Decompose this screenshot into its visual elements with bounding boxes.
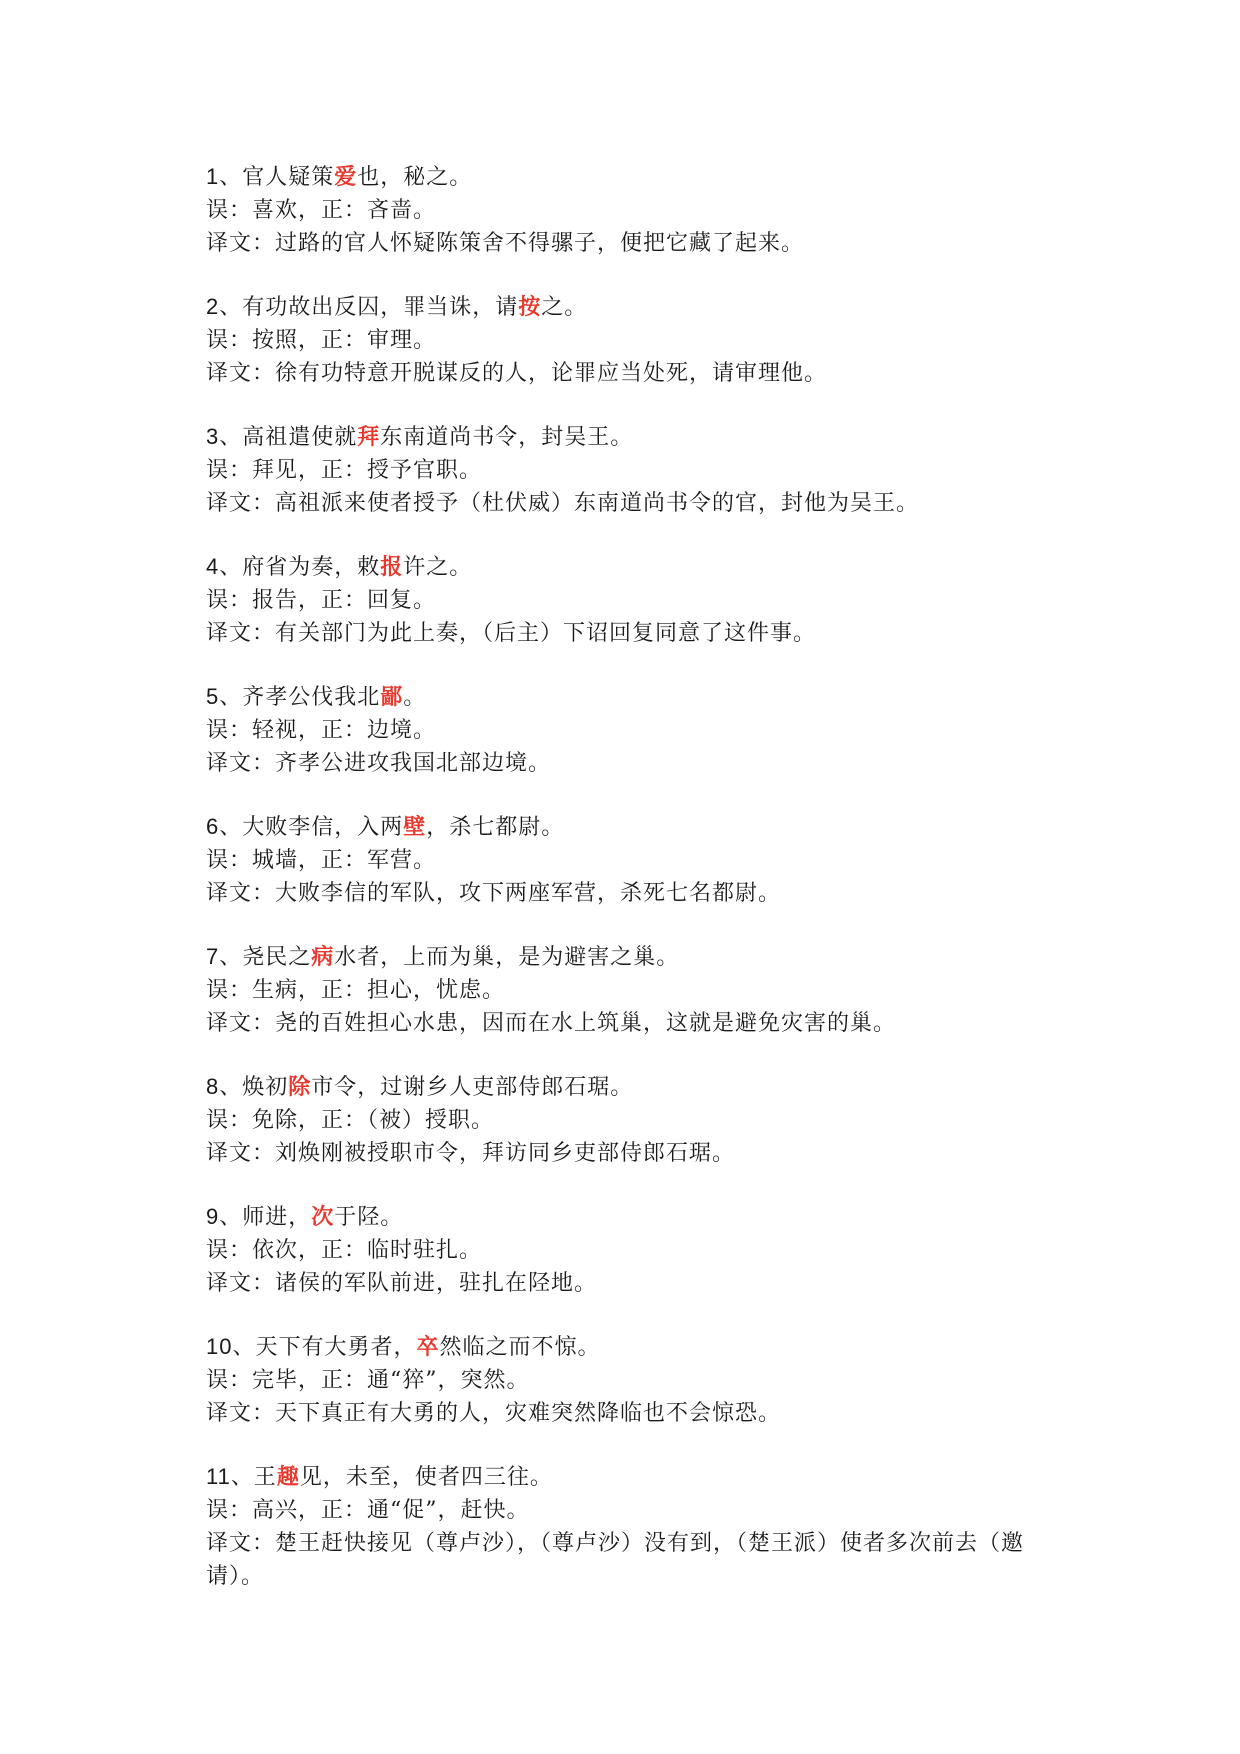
right-meaning: 临时驻扎。 — [367, 1238, 483, 1263]
translation-text: 有关部门为此上奏，（后主）下诏回复同意了这件事。 — [275, 621, 817, 646]
highlighted-word: 按 — [518, 295, 542, 320]
translation-text: 刘焕刚被授职市令，拜访同乡吏部侍郎石琚。 — [275, 1141, 736, 1166]
translation-label: 译文： — [206, 621, 276, 646]
entry-2 — [206, 290, 1046, 390]
sentence — [206, 550, 1046, 584]
entry-9 — [206, 1200, 1046, 1300]
entry-7 — [206, 940, 1046, 1040]
entry-number: 8 — [206, 1074, 220, 1099]
wrong-label: 误： — [206, 848, 253, 873]
right-label: ，正： — [298, 198, 368, 223]
sentence-text-after: 许之。 — [403, 555, 473, 580]
wrong-meaning: 喜欢 — [252, 198, 299, 223]
highlighted-word: 拜 — [357, 425, 381, 450]
entry-1 — [206, 160, 1046, 260]
wrong-meaning: 完毕 — [252, 1368, 299, 1393]
translation-line — [206, 877, 1046, 910]
translation-label: 译文： — [206, 1011, 276, 1036]
wrong-label: 误： — [206, 1498, 253, 1523]
translation-line — [206, 487, 1046, 520]
right-label: ，正： — [298, 1498, 368, 1523]
wrong-label: 误： — [206, 328, 253, 353]
highlighted-word: 次 — [311, 1205, 335, 1230]
sentence-text-after: 水者，上而为巢，是为避害之巢。 — [334, 945, 680, 970]
sentence-text-before: 、王 — [230, 1465, 277, 1490]
translation-line — [206, 617, 1046, 650]
sentence-text-before: 、焕初 — [219, 1075, 289, 1100]
translation-label: 译文： — [206, 751, 276, 776]
translation-text: 过路的官人怀疑陈策舍不得骡子，便把它藏了起来。 — [275, 231, 805, 256]
highlighted-word: 壁 — [403, 815, 427, 840]
entry-6 — [206, 810, 1046, 910]
highlighted-word: 除 — [288, 1075, 312, 1100]
translation-label: 译文： — [206, 1401, 276, 1426]
meaning-line — [206, 324, 1046, 357]
sentence-text-before: 、师进， — [219, 1205, 312, 1230]
right-label: ，正： — [298, 1108, 368, 1133]
entry-number: 10 — [206, 1334, 233, 1359]
translation-text: 楚王赶快接见（尊卢沙），（尊卢沙）没有到，（楚王派）使者多次前去（邀请）。 — [206, 1531, 1025, 1589]
meaning-line — [206, 1234, 1046, 1267]
sentence — [206, 1330, 1046, 1364]
sentence — [206, 420, 1046, 454]
wrong-label: 误： — [206, 588, 253, 613]
sentence-text-after: 然临之而不惊。 — [439, 1335, 601, 1360]
right-label: ，正： — [298, 1238, 368, 1263]
entry-5 — [206, 680, 1046, 780]
sentence-text-after: 于陉。 — [334, 1205, 404, 1230]
translation-text: 徐有功特意开脱谋反的人，论罪应当处死，请审理他。 — [275, 361, 828, 386]
document-page — [206, 160, 1046, 1623]
highlighted-word: 病 — [311, 945, 335, 970]
entry-4 — [206, 550, 1046, 650]
entry-number: 6 — [206, 814, 220, 839]
entry-number: 5 — [206, 684, 220, 709]
sentence — [206, 810, 1046, 844]
translation-line — [206, 747, 1046, 780]
wrong-label: 误： — [206, 1108, 253, 1133]
translation-label: 译文： — [206, 1141, 276, 1166]
translation-label: 译文： — [206, 361, 276, 386]
entry-11 — [206, 1460, 1046, 1593]
sentence-text-before: 、高祖遣使就 — [219, 425, 358, 450]
translation-text: 大败李信的军队，攻下两座军营，杀死七名都尉。 — [275, 881, 782, 906]
sentence-text-before: 、有功故出反囚，罪当诛，请 — [219, 295, 519, 320]
translation-label: 译文： — [206, 1271, 276, 1296]
sentence — [206, 1070, 1046, 1104]
right-label: ，正： — [298, 848, 368, 873]
sentence-text-before: 、天下有大勇者， — [232, 1335, 417, 1360]
sentence-text-before: 、官人疑策 — [219, 165, 335, 190]
sentence-text-before: 、尧民之 — [219, 945, 312, 970]
sentence-text-after: 。 — [403, 685, 427, 710]
entry-10 — [206, 1330, 1046, 1430]
entry-number: 11 — [206, 1464, 231, 1489]
entry-number: 7 — [206, 944, 220, 969]
wrong-meaning: 免除 — [252, 1108, 299, 1133]
wrong-label: 误： — [206, 458, 253, 483]
translation-label: 译文： — [206, 491, 276, 516]
entry-number: 1 — [206, 164, 220, 189]
translation-text: 诸侯的军队前进，驻扎在陉地。 — [275, 1271, 598, 1296]
sentence — [206, 940, 1046, 974]
right-meaning: （被）授职。 — [367, 1108, 495, 1133]
translation-line — [206, 1397, 1046, 1430]
translation-line — [206, 1137, 1046, 1170]
right-label: ，正： — [298, 458, 368, 483]
sentence-text-after: 东南道尚书令，封吴王。 — [380, 425, 634, 450]
sentence-text-after: 见，未至，使者四三往。 — [299, 1465, 553, 1490]
wrong-label: 误： — [206, 978, 253, 1003]
wrong-label: 误： — [206, 718, 253, 743]
right-meaning: 通“促”，赶快。 — [367, 1498, 530, 1523]
wrong-meaning: 依次 — [252, 1238, 299, 1263]
translation-line — [206, 357, 1046, 390]
highlighted-word: 爱 — [334, 165, 358, 190]
right-label: ，正： — [298, 1368, 368, 1393]
right-label: ，正： — [298, 328, 368, 353]
right-label: ，正： — [298, 588, 368, 613]
highlighted-word: 卒 — [416, 1335, 440, 1360]
entry-number: 4 — [206, 554, 220, 579]
sentence-text-before: 、齐孝公伐我北 — [219, 685, 381, 710]
sentence-text-before: 、府省为奏，敕 — [219, 555, 381, 580]
translation-text: 天下真正有大勇的人，灾难突然降临也不会惊恐。 — [275, 1401, 782, 1426]
translation-label: 译文： — [206, 1531, 276, 1556]
right-meaning: 担心，忧虑。 — [367, 978, 506, 1003]
translation-line — [206, 1007, 1046, 1040]
translation-label: 译文： — [206, 881, 276, 906]
entry-number: 2 — [206, 294, 220, 319]
right-meaning: 审理。 — [367, 328, 437, 353]
entry-number: 3 — [206, 424, 220, 449]
wrong-meaning: 生病 — [252, 978, 299, 1003]
sentence — [206, 1200, 1046, 1234]
wrong-meaning: 按照 — [252, 328, 299, 353]
sentence — [206, 1460, 1046, 1494]
meaning-line — [206, 1364, 1046, 1397]
sentence — [206, 290, 1046, 324]
right-label: ，正： — [298, 978, 368, 1003]
highlighted-word: 趣 — [276, 1465, 300, 1490]
wrong-label: 误： — [206, 1238, 253, 1263]
translation-text: 齐孝公进攻我国北部边境。 — [275, 751, 552, 776]
right-meaning: 通“猝”，突然。 — [367, 1368, 530, 1393]
entry-3 — [206, 420, 1046, 520]
wrong-meaning: 高兴 — [252, 1498, 299, 1523]
sentence — [206, 680, 1046, 714]
right-meaning: 军营。 — [367, 848, 437, 873]
wrong-meaning: 轻视 — [252, 718, 299, 743]
wrong-meaning: 拜见 — [252, 458, 299, 483]
meaning-line — [206, 584, 1046, 617]
sentence-text-after: 也，秘之。 — [357, 165, 473, 190]
translation-text: 尧的百姓担心水患，因而在水上筑巢，这就是避免灾害的巢。 — [275, 1011, 897, 1036]
wrong-meaning: 城墙 — [252, 848, 299, 873]
wrong-meaning: 报告 — [252, 588, 299, 613]
meaning-line — [206, 844, 1046, 877]
right-meaning: 吝啬。 — [367, 198, 437, 223]
entry-8 — [206, 1070, 1046, 1170]
highlighted-word: 报 — [380, 555, 404, 580]
entry-number: 9 — [206, 1204, 220, 1229]
right-meaning: 边境。 — [367, 718, 437, 743]
highlighted-word: 鄙 — [380, 685, 404, 710]
meaning-line — [206, 974, 1046, 1007]
meaning-line — [206, 714, 1046, 747]
wrong-label: 误： — [206, 198, 253, 223]
meaning-line — [206, 454, 1046, 487]
meaning-line — [206, 1494, 1046, 1527]
right-meaning: 授予官职。 — [367, 458, 483, 483]
translation-line — [206, 1267, 1046, 1300]
translation-line — [206, 227, 1046, 260]
right-meaning: 回复。 — [367, 588, 437, 613]
right-label: ，正： — [298, 718, 368, 743]
sentence-text-before: 、大败李信，入两 — [219, 815, 404, 840]
sentence-text-after: 之。 — [541, 295, 588, 320]
wrong-label: 误： — [206, 1368, 253, 1393]
translation-label: 译文： — [206, 231, 276, 256]
translation-text: 高祖派来使者授予（杜伏威）东南道尚书令的官，封他为吴王。 — [275, 491, 920, 516]
meaning-line — [206, 194, 1046, 227]
sentence-text-after: 市令，过谢乡人吏部侍郎石琚。 — [311, 1075, 634, 1100]
sentence — [206, 160, 1046, 194]
sentence-text-after: ，杀七都尉。 — [426, 815, 565, 840]
translation-line — [206, 1527, 1046, 1593]
meaning-line — [206, 1104, 1046, 1137]
